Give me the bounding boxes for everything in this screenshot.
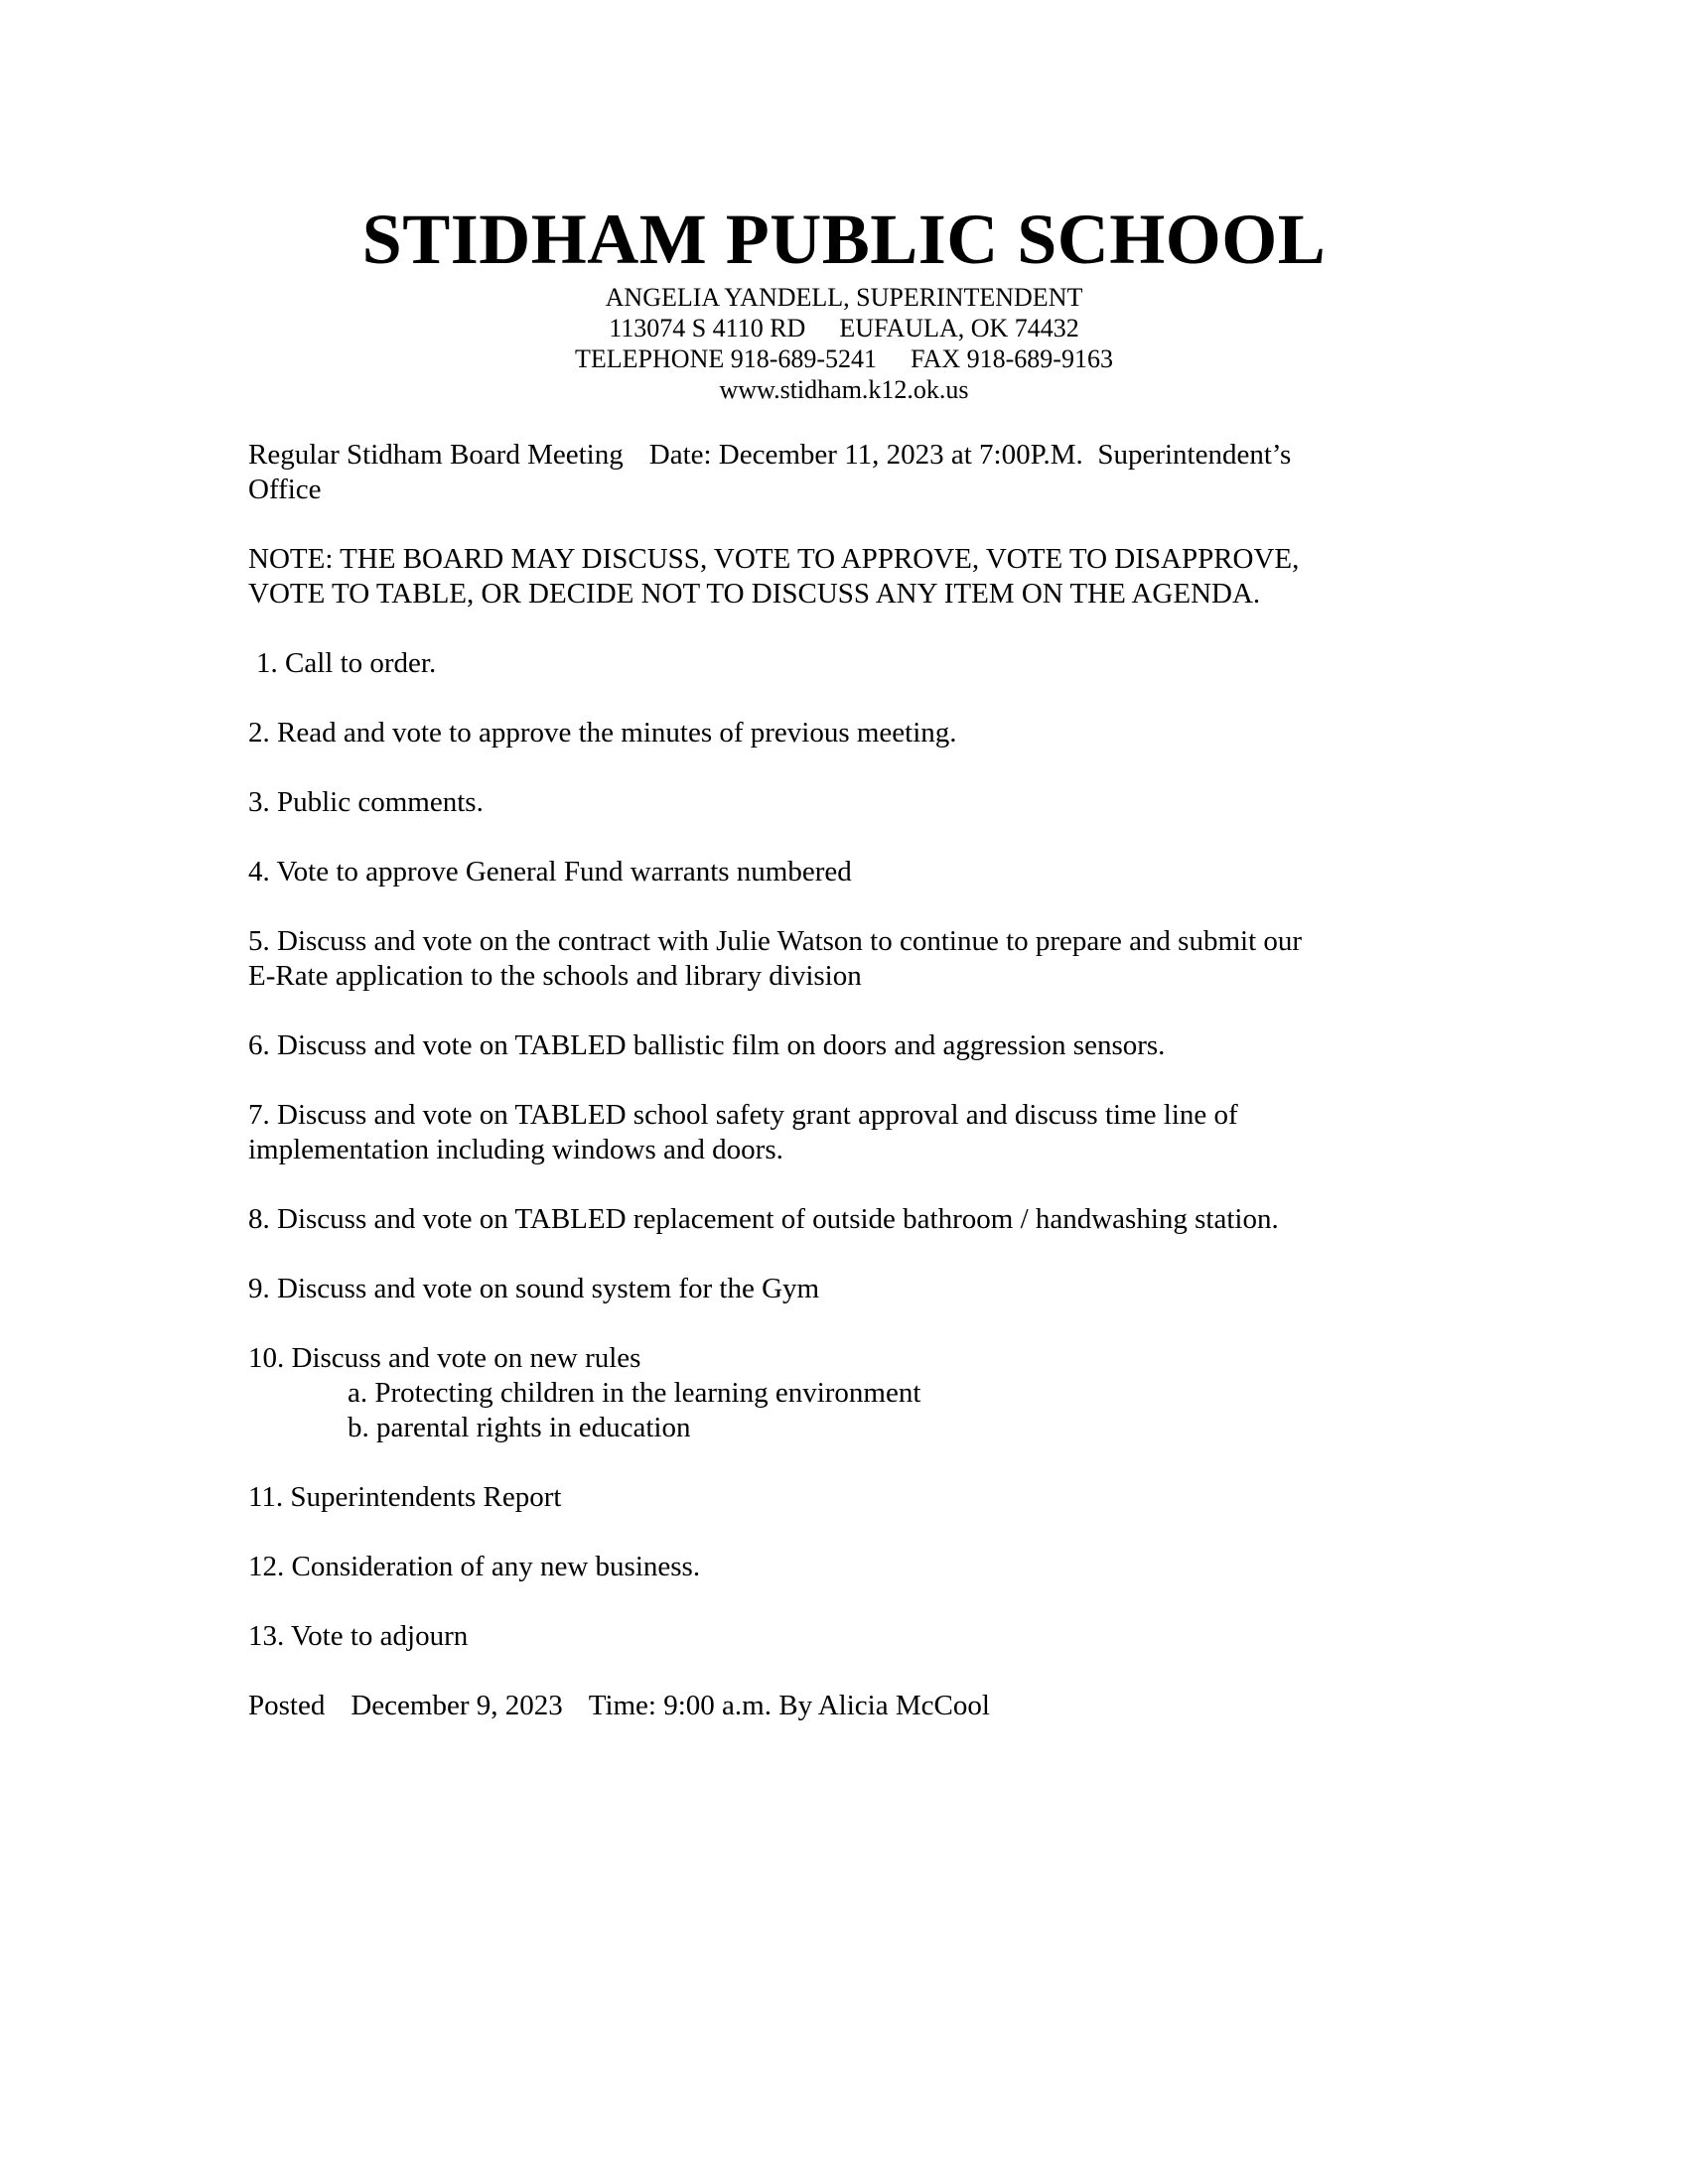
address-line	[0, 313, 1688, 343]
agenda-item-10	[248, 1341, 1400, 1445]
superintendent-name: ANGELIA YANDELL, SUPERINTENDENT	[605, 283, 1083, 312]
meeting-location-cont: Office	[248, 474, 322, 505]
agenda-item-8: 8. Discuss and vote on TABLED replacement of outside bathroom / handwashing station.	[248, 1203, 1279, 1235]
letterhead	[0, 197, 1688, 405]
board-note	[248, 542, 1400, 612]
agenda-item-5-line-2: E-Rate application to the schools and library division	[248, 960, 862, 992]
agenda-item-5-line-1: 5. Discuss and vote on the contract with Julie Watson to continue to prepare and submit our	[248, 925, 1303, 957]
agenda-body	[248, 438, 1400, 1758]
meeting-location: Superintendent’s	[1097, 439, 1292, 471]
agenda-item-10a: a. Protecting children in the learning environment	[348, 1377, 921, 1409]
note-line-2: VOTE TO TABLE, OR DECIDE NOT TO DISCUSS ANY ITEM ON THE AGENDA.	[248, 578, 1261, 610]
agenda-item-4: 4. Vote to approve General Fund warrants numbered	[248, 856, 852, 887]
agenda-item-10-title: 10. Discuss and vote on new rules	[248, 1342, 641, 1374]
agenda-item-1: 1. Call to order.	[256, 647, 437, 679]
posted-date: December 9, 2023	[351, 1690, 563, 1721]
agenda-item-13: 13. Vote to adjourn	[248, 1620, 469, 1652]
contact-line	[0, 343, 1688, 374]
agenda-item-7-line-2: implementation including windows and doors.	[248, 1134, 783, 1165]
agenda-item-12: 12. Consideration of any new business.	[248, 1551, 701, 1582]
agenda-item-10b: b. parental rights in education	[348, 1412, 691, 1443]
note-line-1: NOTE: THE BOARD MAY DISCUSS, VOTE TO APPROVE, VOTE TO DISAPPROVE,	[248, 543, 1300, 575]
posted-time-by: Time: 9:00 a.m. By Alicia McCool	[588, 1690, 990, 1721]
agenda-item-5	[248, 924, 1400, 994]
address-city: EUFAULA, OK 74432	[839, 314, 1079, 342]
meeting-type: Regular Stidham Board Meeting	[248, 439, 624, 471]
website: www.stidham.k12.ok.us	[719, 375, 969, 404]
agenda-item-6: 6. Discuss and vote on TABLED ballistic film on doors and aggression sensors.	[248, 1029, 1166, 1061]
agenda-item-9: 9. Discuss and vote on sound system for the Gym	[248, 1273, 820, 1304]
telephone: TELEPHONE 918-689-5241	[575, 344, 878, 373]
school-name: STIDHAM PUBLIC SCHOOL	[361, 200, 1327, 279]
agenda-item-7-line-1: 7. Discuss and vote on TABLED school safety grant approval and discuss time line of	[248, 1099, 1238, 1131]
posted-info	[248, 1689, 1400, 1723]
agenda-item-11: 11. Superintendents Report	[248, 1481, 562, 1513]
meeting-date: Date: December 11, 2023 at 7:00P.M.	[648, 439, 1083, 471]
posted-label: Posted	[248, 1690, 326, 1721]
agenda-item-3: 3. Public comments.	[248, 786, 484, 818]
meeting-info	[248, 438, 1400, 507]
address-street: 113074 S 4110 RD	[609, 314, 806, 342]
fax: FAX 918-689-9163	[911, 344, 1113, 373]
agenda-item-7	[248, 1098, 1400, 1167]
agenda-item-2: 2. Read and vote to approve the minutes of previous meeting.	[248, 717, 957, 749]
